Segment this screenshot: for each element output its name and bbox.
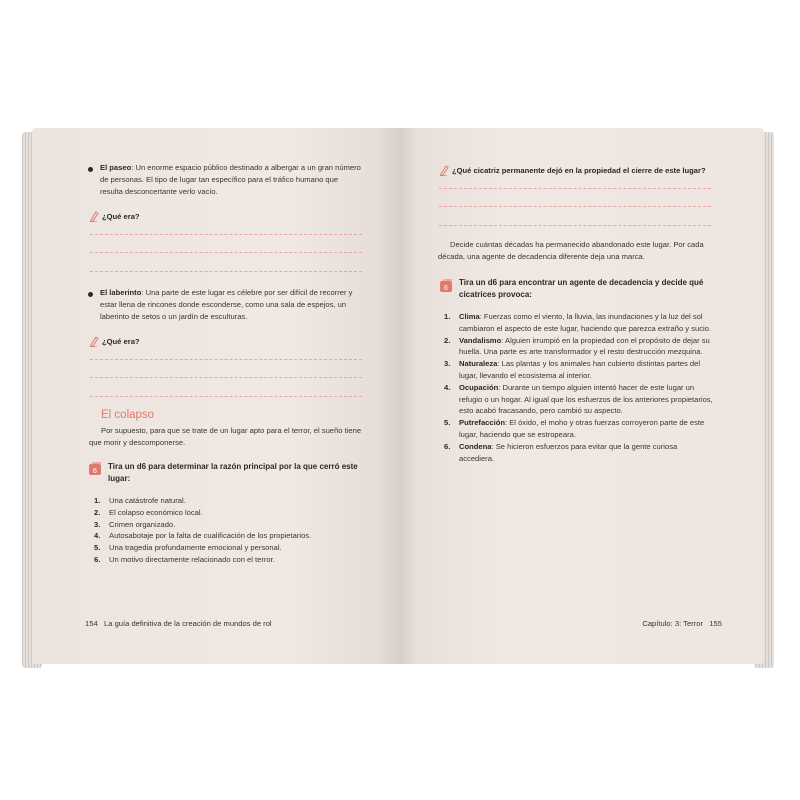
bullet-dot <box>88 292 93 297</box>
open-book <box>22 118 774 678</box>
question: ¿Qué cicatriz permanente dejó en la propiedad el cierre de este lugar? <box>452 166 706 175</box>
list-text: Una catástrofe natural. <box>109 496 186 505</box>
list-number: 6. <box>444 441 451 451</box>
list-number: 4. <box>444 382 451 392</box>
list-text: Un motivo directamente relacionado con el terror. <box>109 554 275 564</box>
list-item <box>94 507 364 519</box>
list-item <box>94 519 364 531</box>
intro-text: Decide cuántas décadas ha permanecido abandonado este lugar. Por cada década, una agente de decadencia diferente deja una marca. <box>438 240 704 261</box>
list-term: Putrefacción <box>459 418 505 428</box>
intro-paragraph <box>438 239 713 263</box>
list-number: 1. <box>444 312 451 321</box>
answer-line[interactable] <box>90 252 362 253</box>
list-text: : Fuerzas como el viento, la lluvia, las inundaciones y la luz del sol cambiaron el aspecto de este lugar, haciendo que parezca extraño y sucio. <box>459 312 712 333</box>
list-item <box>94 542 364 554</box>
list-item <box>444 311 714 335</box>
bullet-laberinto <box>100 287 362 322</box>
list-number: 2. <box>94 507 101 517</box>
answer-line[interactable] <box>90 359 362 360</box>
footer-right <box>642 618 722 630</box>
decay-agent-list <box>444 311 714 464</box>
bullet-paseo <box>100 162 362 197</box>
list-text: Crimen organizado. <box>109 519 176 529</box>
right-page <box>399 128 764 664</box>
dice-label: 6 <box>93 468 97 475</box>
dice-icon <box>88 461 102 476</box>
list-number: 6. <box>94 554 101 564</box>
paseo-term: El paseo <box>100 163 132 172</box>
answer-line[interactable] <box>90 377 362 378</box>
bullet-dot <box>88 167 93 172</box>
dice-icon <box>439 278 453 293</box>
pencil-icon <box>89 210 99 222</box>
list-item <box>94 530 364 542</box>
prompt-que-era-2: ¿Qué era? <box>102 337 140 346</box>
list-term: Clima <box>459 312 480 321</box>
pencil-icon <box>89 335 99 347</box>
list-term: Naturaleza <box>459 359 498 369</box>
list-text: : Durante un tiempo alguien intentó hacer de este lugar un refugio o un hogar. Al igual que los esfuerzos de los anteriores propietarios, esto acabó fracasando, pero cambió su aspecto. <box>459 382 713 416</box>
prompt-que-era-1: ¿Qué era? <box>102 212 140 221</box>
roll-instruction: Tira un d6 para encontrar un agente de decadencia y decide qué cicatrices provoca: <box>459 278 704 299</box>
cause-list <box>94 495 364 566</box>
list-number: 3. <box>94 519 101 529</box>
list-number: 4. <box>94 531 101 541</box>
section-title: El colapso <box>101 409 155 421</box>
list-text: : El óxido, el moho y otras fuerzas corroyeron parte de este lugar, haciendo que se estropeara. <box>459 418 705 439</box>
list-item <box>94 495 364 507</box>
list-item <box>444 382 714 417</box>
section-paragraph <box>89 425 362 449</box>
left-page <box>32 128 400 664</box>
dice-label: 6 <box>444 285 448 292</box>
list-item <box>94 554 364 566</box>
answer-line[interactable] <box>439 188 711 189</box>
paseo-text: : Un enorme espacio público destinado a albergar a un gran número de personas. El tipo de lugar tan específico para el tráfico humano que resulta desconcertante verlo vacío. <box>100 163 361 196</box>
list-term: Ocupación <box>459 382 499 392</box>
list-term: Condena <box>459 441 492 451</box>
list-text: Una tragedia profundamente emocional y personal. <box>109 543 282 553</box>
chapter-title: Capítulo: 3: Terror <box>642 619 703 628</box>
list-text: : Se hicieron esfuerzos para evitar que la gente curiosa accediera. <box>459 441 678 463</box>
list-text: El colapso económico local. <box>109 507 203 517</box>
list-text: Autosabotaje por la falta de cualificación de los propietarios. <box>109 531 312 541</box>
list-item <box>444 417 714 441</box>
list-item <box>444 441 714 465</box>
section-text: Por supuesto, para que se trate de un lugar apto para el terror, el sueño tiene que morir y descomponerse. <box>89 426 362 447</box>
list-number: 5. <box>94 543 101 553</box>
answer-line[interactable] <box>90 234 362 235</box>
list-number: 3. <box>444 359 451 369</box>
page-number: 155 <box>709 619 722 628</box>
answer-line[interactable] <box>439 206 711 207</box>
list-text: : Alguien irrumpió en la propiedad con el propósito de dejar su huella. Una parte es arte transformador y el resto destrucción mezquina. <box>459 335 710 357</box>
laberinto-text: : Una parte de este lugar es célebre por ser difícil de recorrer y estar llena de rincones donde esconderse, como una sala de espejos, un laberinto de setos o un jardín de esculturas. <box>100 288 353 321</box>
book-title: La guía definitiva de la creación de mundos de rol <box>104 619 272 628</box>
answer-line[interactable] <box>90 271 362 272</box>
list-number: 1. <box>94 496 101 505</box>
list-item <box>444 358 714 382</box>
list-text: : Las plantas y los animales han cubierto distintas partes del lugar, llevando el ecosistema al interior. <box>459 359 701 380</box>
footer-left <box>85 618 272 630</box>
answer-line[interactable] <box>439 225 711 226</box>
list-number: 5. <box>444 418 451 428</box>
roll-instruction: Tira un d6 para determinar la razón principal por la que cerró este lugar: <box>108 462 358 483</box>
laberinto-term: El laberinto <box>100 288 142 297</box>
answer-line[interactable] <box>90 396 362 397</box>
list-term: Vandalismo <box>459 335 502 345</box>
list-item <box>444 335 714 359</box>
list-number: 2. <box>444 335 451 345</box>
page-number: 154 <box>85 619 98 628</box>
pencil-icon <box>439 164 449 176</box>
